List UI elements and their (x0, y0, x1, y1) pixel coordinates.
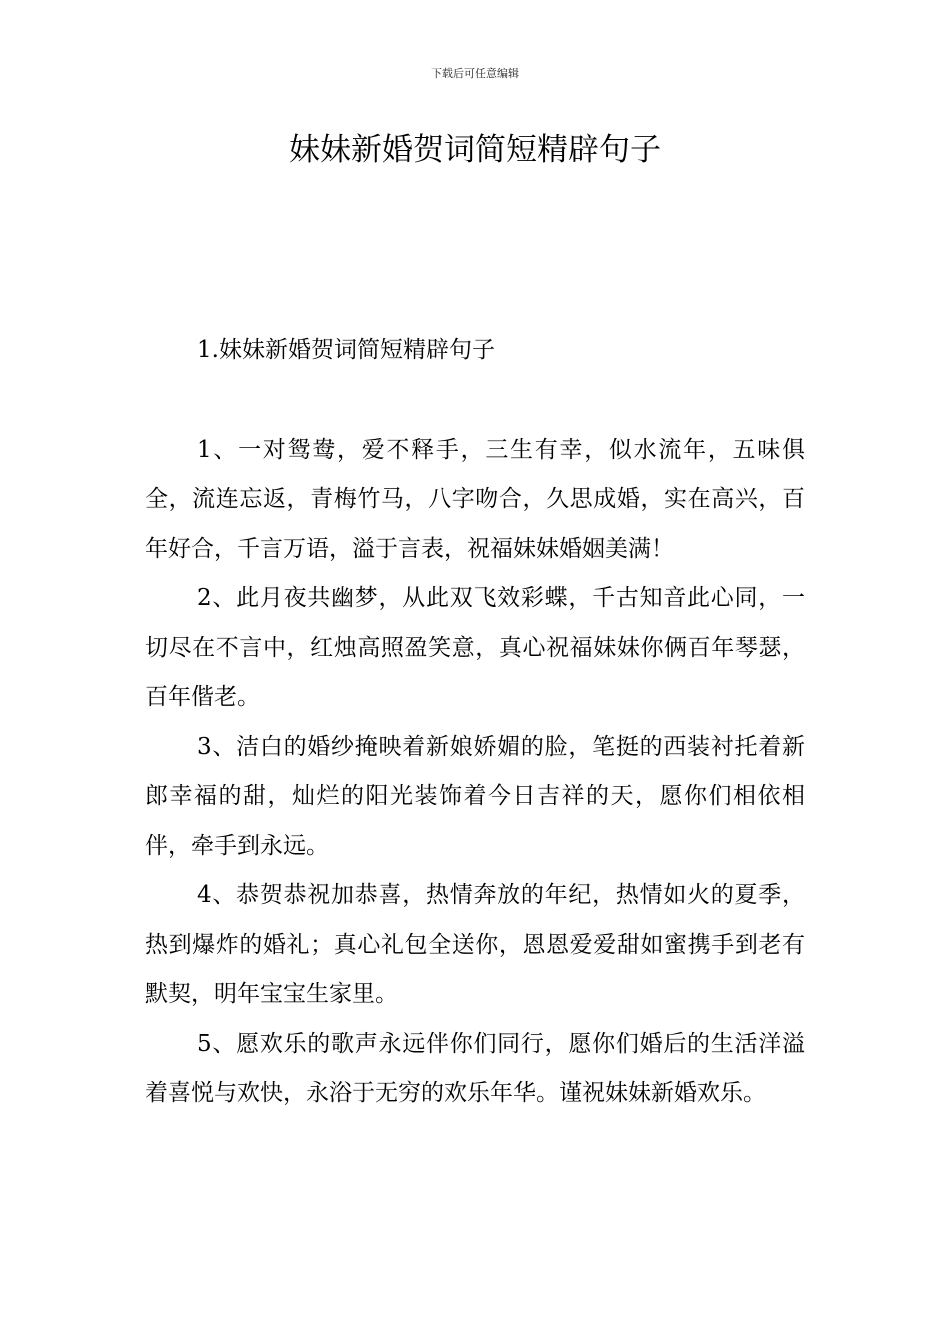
header-note: 下载后可任意编辑 (431, 67, 519, 80)
section-spacer (145, 376, 805, 426)
document-body (145, 326, 805, 1119)
document-title: 妹妹新婚贺词简短精辟句子 (289, 132, 661, 168)
paragraph-4: 4、恭贺恭祝加恭喜，热情奔放的年纪，热情如火的夏季，热到爆炸的婚礼；真心礼包全送你，恩恩爱爱甜如蜜携手到老有默契，明年宝宝生家里。 (145, 882, 805, 1007)
paragraph-3: 3、洁白的婚纱掩映着新娘娇媚的脸，笔挺的西装衬托着新郎幸福的甜，灿烂的阳光装饰着今日吉祥的天，愿你们相依相伴，牵手到永远。 (145, 733, 805, 859)
paragraph-1: 1、一对鸳鸯，爱不释手，三生有幸，似水流年，五味俱全，流连忘返，青梅竹马，八字吻合，久思成婚，实在高兴，百年好合，千言万语，溢于言表，祝福妹妹婚姻美满！ (145, 436, 805, 562)
section-heading: 1.妹妹新婚贺词简短精辟句子 (197, 337, 495, 363)
paragraph-5: 5、愿欢乐的歌声永远伴你们同行，愿你们婚后的生活洋溢着喜悦与欢快，永浴于无穷的欢乐年华。谨祝妹妹新婚欢乐。 (145, 1030, 805, 1106)
paragraph-2: 2、此月夜共幽梦，从此双飞效彩蝶，千古知音此心同，一切尽在不言中，红烛高照盈笑意，真心祝福妹妹你俩百年琴瑟，百年偕老。 (145, 585, 805, 710)
